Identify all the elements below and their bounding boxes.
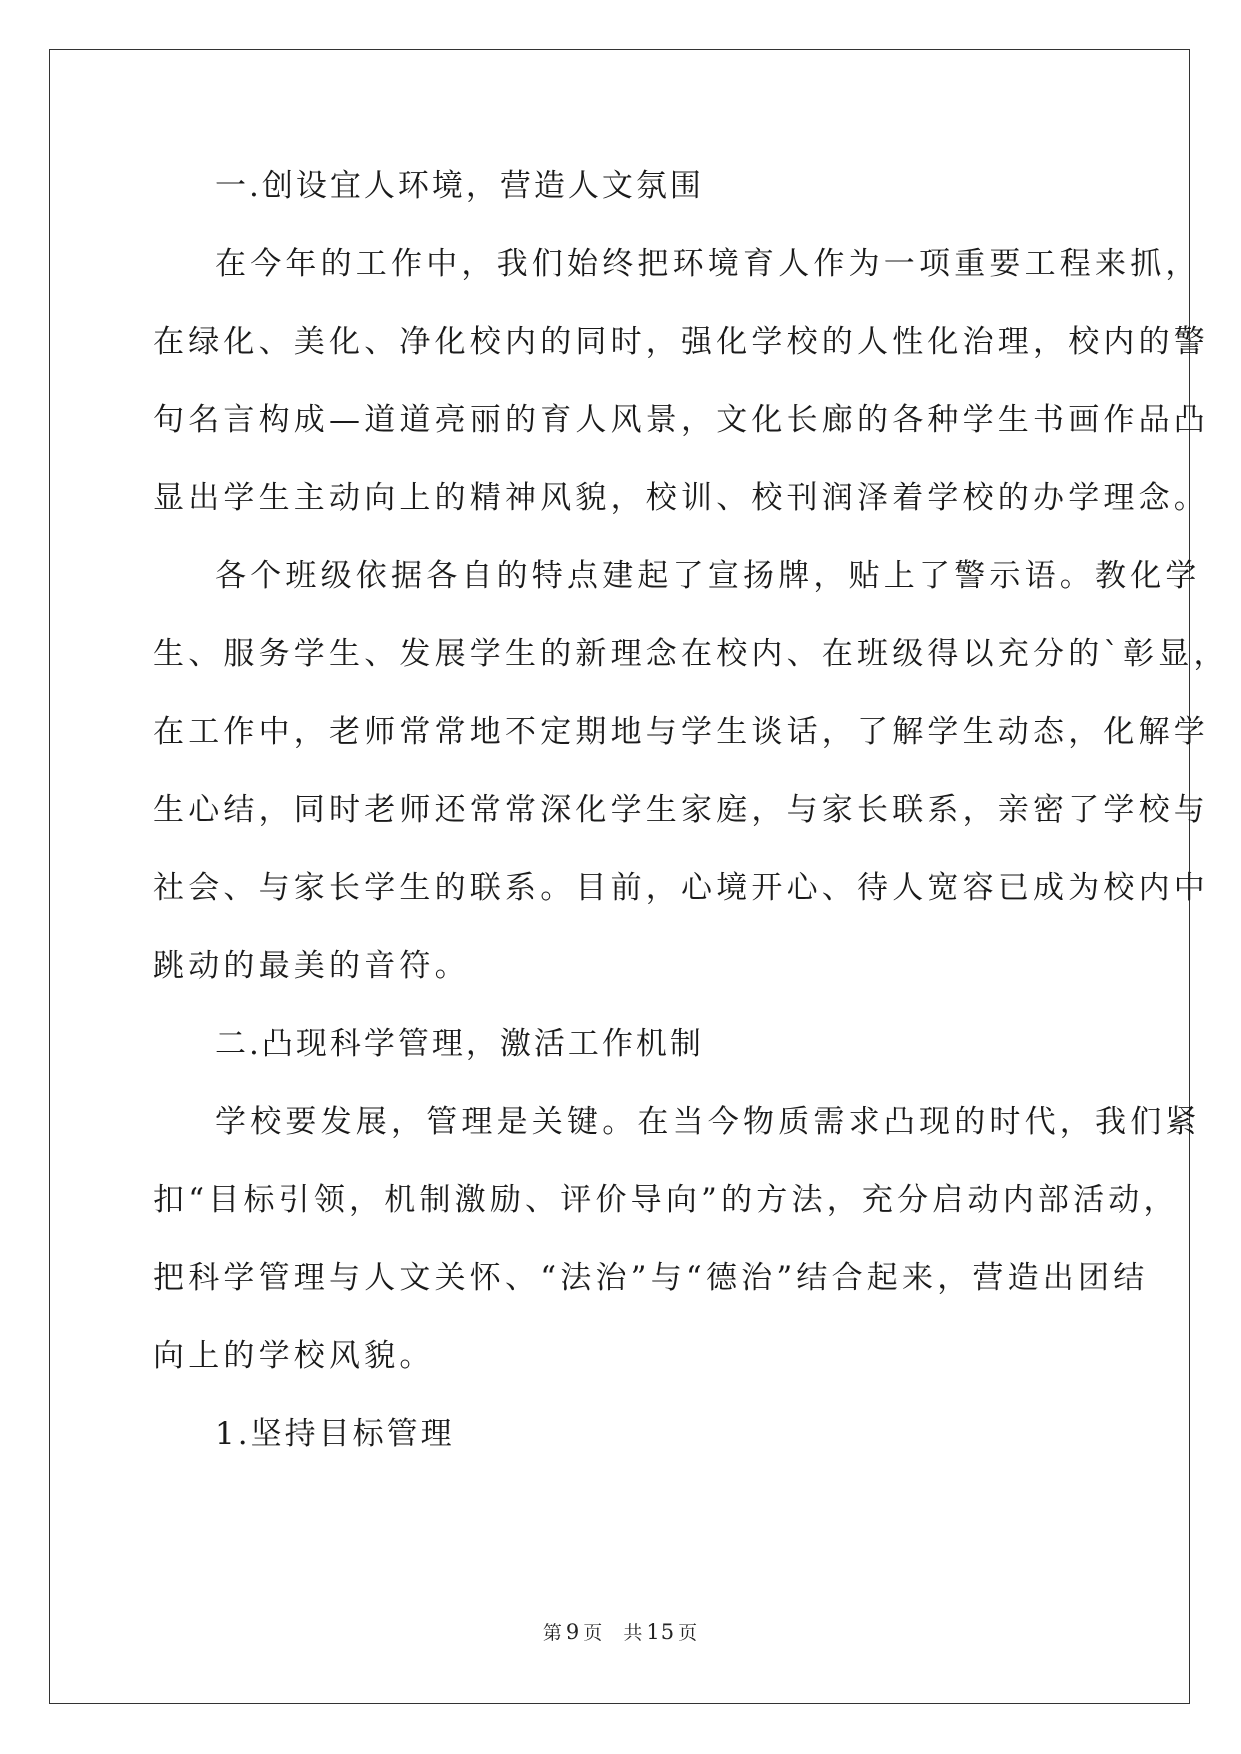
paragraph-line: 学校要发展，管理是关键。在当今物质需求凸现的时代，我们紧 bbox=[215, 1104, 1201, 1140]
paragraph-line: 句名言构成—道道亮丽的育人风景，文化长廊的各种学生书画作品凸 bbox=[153, 402, 1209, 438]
section-heading-2: 二.凸现科学管理，激活工作机制 bbox=[215, 1026, 704, 1062]
paragraph-line: 把科学管理与人文关怀、“法治”与“德治”结合起来，营造出团结 bbox=[153, 1260, 1149, 1296]
page-footer bbox=[0, 1618, 1241, 1645]
total-prefix: 共 bbox=[623, 1622, 644, 1644]
page-suffix: 页 bbox=[583, 1622, 604, 1644]
total-suffix: 页 bbox=[678, 1622, 699, 1644]
paragraph-line: 向上的学校风貌。 bbox=[153, 1338, 435, 1374]
subsection-heading-1: 1.坚持目标管理 bbox=[215, 1416, 455, 1452]
paragraph-line: 各个班级依据各自的特点建起了宣扬牌，贴上了警示语。教化学 bbox=[215, 558, 1201, 594]
total-pages: 15 bbox=[646, 1620, 676, 1644]
paragraph-line: 生、服务学生、发展学生的新理念在校内、在班级得以充分的`彰显， bbox=[153, 636, 1229, 672]
paragraph-line: 生心结，同时老师还常常深化学生家庭，与家长联系，亲密了学校与 bbox=[153, 792, 1209, 828]
document-body bbox=[153, 147, 1229, 1473]
paragraph-line: 跳动的最美的音符。 bbox=[153, 948, 470, 984]
paragraph-line: 在今年的工作中，我们始终把环境育人作为一项重要工程来抓， bbox=[215, 246, 1201, 282]
section-heading-1: 一.创设宜人环境，营造人文氛围 bbox=[215, 168, 704, 204]
page-prefix: 第 bbox=[542, 1622, 563, 1644]
paragraph-line: 社会、与家长学生的联系。目前，心境开心、待人宽容已成为校内中 bbox=[153, 870, 1209, 906]
paragraph-line: 在工作中，老师常常地不定期地与学生谈话，了解学生动态，化解学 bbox=[153, 714, 1209, 750]
paragraph-line: 在绿化、美化、净化校内的同时，强化学校的人性化治理，校内的警 bbox=[153, 324, 1209, 360]
paragraph-line: 显出学生主动向上的精神风貌，校训、校刊润泽着学校的办学理念。 bbox=[153, 480, 1209, 516]
page-number: 9 bbox=[565, 1620, 581, 1644]
paragraph-line: 扣“目标引领，机制激励、评价导向”的方法，充分启动内部活动， bbox=[153, 1182, 1179, 1218]
